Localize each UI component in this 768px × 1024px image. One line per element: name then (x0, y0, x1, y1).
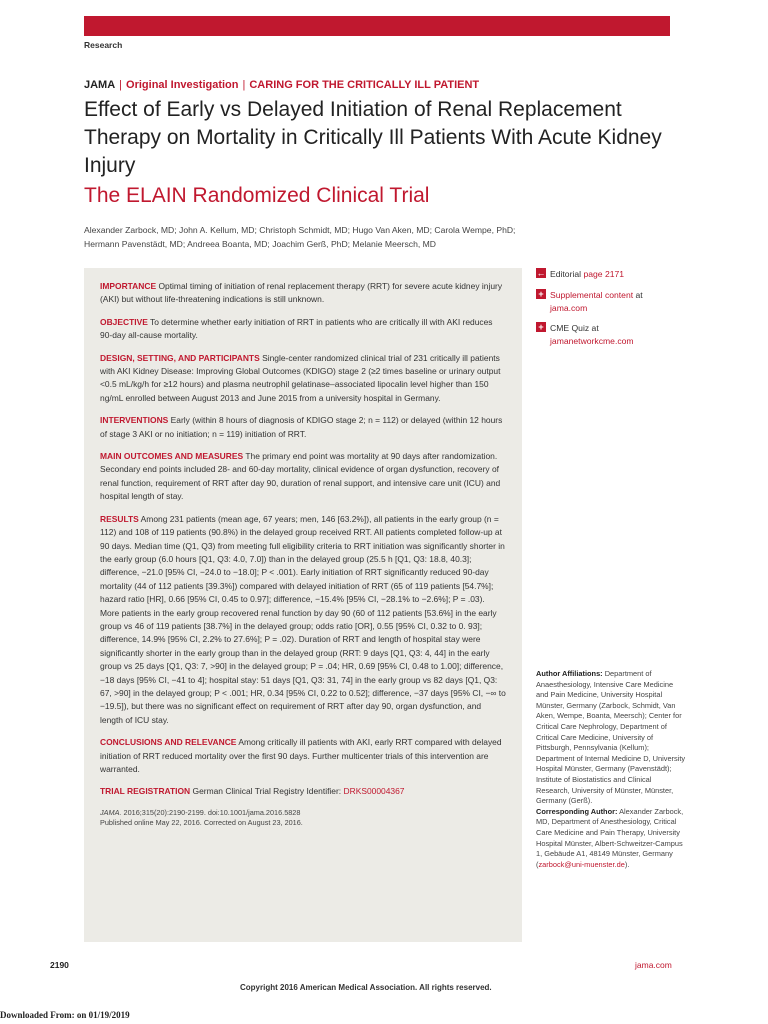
abstract-interventions (100, 414, 506, 441)
author-affiliations (536, 669, 686, 870)
article-title: Effect of Early vs Delayed Initiation of Renal Replacement Therapy on Mortality in Critically Ill Patients With Acute Kidney Injury (84, 98, 662, 177)
abstract-heading: IMPORTANCE (100, 281, 157, 291)
section-label: Research (84, 40, 123, 50)
citation-journal: JAMA. (100, 807, 122, 817)
abstract-heading: CONCLUSIONS AND RELEVANCE (100, 737, 237, 748)
abstract-registration (100, 785, 506, 798)
supplemental-label[interactable]: Supplemental content (550, 290, 634, 300)
abstract-text: Optimal timing of initiation of renal replacement therapy (RRT) for severe acute kidney injury (AKI) but without life-threatening indications is still unknown. (100, 281, 503, 305)
abstract-text: The primary end point was mortality at 90 days after randomization. Secondary end points included 28- and 60-day mortality, clinical evidence of organ dysfunction, recovery of renal function, requirement of RRT after day 90, duration of renal support, and intensive care unit (ICU) and hospital length of stay. (100, 451, 501, 502)
citation-ref: 2016;315(20):2190-2199. doi: (123, 807, 220, 817)
abstract-heading: MAIN OUTCOMES AND MEASURES (100, 451, 244, 462)
abstract-objective (100, 316, 506, 343)
cme-suffix: at (591, 323, 599, 333)
abstract-heading: OBJECTIVE (100, 316, 148, 327)
editorial-page-link[interactable]: page 2171 (583, 269, 625, 279)
page-number: 2190 (50, 960, 69, 970)
article-type[interactable]: Original Investigation (126, 79, 239, 91)
citation (100, 808, 506, 829)
cme-link-item[interactable] (536, 322, 676, 347)
article-kicker (84, 79, 479, 91)
author-list: Alexander Zarbock, MD; John A. Kellum, MD; Christoph Schmidt, MD; Hugo Van Aken, MD; Carola Wempe, PhD; Hermann Pavenstädt, MD; Andreea Boanta, MD; Joachim Gerß, PhD; Melanie Meersch, MD (84, 225, 516, 249)
corresponding-author-end: ). (624, 859, 630, 869)
supplemental-link-item[interactable] (536, 289, 676, 314)
abstract-text: Single-center randomized clinical trial of 231 critically ill patients with AKI Kidney Disease: Improving Global Outcomes (KDIGO) stage 2 (≥2 times baseline or urinary output <0.5 mL/kg/h for ≥12 hours) and plasma neutrophil gelatinase–associated lipocalin level higher than 150 ng/mL enrolled between August 2013 and June 2015 from a university hospital in Germany. (100, 352, 501, 403)
abstract-results (100, 513, 506, 728)
cme-site-link[interactable]: jamanetworkcme.com (550, 335, 634, 346)
cme-label: CME Quiz (550, 323, 590, 333)
site-link[interactable]: jama.com (635, 960, 672, 970)
journal-name: JAMA (84, 79, 116, 91)
abstract-text: German Clinical Trial Registry Identifier: (192, 786, 342, 797)
corresponding-author-heading: Corresponding Author: (536, 806, 618, 816)
abstract-conclusions (100, 736, 506, 776)
abstract-text: Early (within 8 hours of diagnosis of KDIGO stage 2; n = 112) or delayed (within 12 hours of stage 3 AKI or no initiation; n = 119) initiation of RRT. (100, 415, 503, 439)
abstract-box (84, 268, 522, 942)
abstract-heading: INTERVENTIONS (100, 415, 169, 426)
plus-icon: + (536, 289, 546, 299)
abstract-heading: TRIAL REGISTRATION (100, 786, 191, 797)
download-stamp: Downloaded From: on 01/19/2019 (0, 1010, 130, 1020)
abstract-text: To determine whether early initiation of RRT in patients who are critically ill with AKI reduces 90-day all-cause mortality. (100, 316, 493, 341)
affiliations-text: Department of Anaesthesiology, Intensive Care Medicine and Pain Medicine, University Hospital Münster, Germany (Zarbock, Schmidt, Van Aken, Wempe, Boanta, Meersch); Center for Critical Care Nephrology, Department of Critical Care Medicine, University of Pittsburgh, Pennsylvania (Kellum); Department of Internal Medicine D, University Hospital Münster, Germany (Pavenstädt); Institute of Biostatistics and Clinical Research, University of Münster, Münster, Germany (Gerß). (536, 669, 686, 806)
trial-registry-link[interactable]: DRKS00004367 (343, 786, 405, 797)
editorial-link-item[interactable] (536, 268, 676, 281)
supplemental-site-link[interactable]: jama.com (550, 302, 588, 313)
doi-link[interactable]: 10.1001/jama.2016.5828 (219, 807, 301, 817)
arrow-left-icon: ← (536, 268, 546, 278)
supplemental-suffix: at (635, 290, 643, 300)
kicker-separator: | (119, 79, 123, 91)
editorial-label: Editorial (550, 269, 582, 279)
publication-note: Published online May 22, 2016. Corrected on August 23, 2016. (100, 818, 303, 828)
kicker-separator: | (242, 79, 246, 91)
abstract-outcomes (100, 450, 506, 504)
abstract-text: Among critically ill patients with AKI, early RRT compared with delayed initiation of RRT reduced mortality over the first 90 days. Further multicenter trials of this intervention are warranted. (100, 737, 502, 774)
abstract-importance (100, 280, 506, 307)
header-color-bar (84, 16, 670, 36)
plus-icon: + (536, 322, 546, 332)
corresponding-author-text: Alexander Zarbock, MD, Department of Anesthesiology, Critical Care Medicine and Pain Therapy, University Hospital Münster, Albert-Schweitzer-Campus 1, Gebäude A1, 48149 Münster, Germany ( (536, 806, 684, 869)
abstract-design (100, 352, 506, 406)
abstract-text: Among 231 patients (mean age, 67 years; men, 146 [63.2%]), all patients in the early group (n = 112) and 108 of 119 patients (90.8%) in the delayed group received RRT. All patients completed follow-up at 90 days. Median time (Q1, Q3) from meeting full eligibility criteria to RRT initiation was significantly shorter in the early group (6.0 hours [Q1, Q3: 4.0, 7.0]) than in the delayed group (25.5 h [Q1, Q3: 18.8, 40.3]; difference, −21.0 [95% CI, −24.0 to −18.0]; P < .001). Early initiation of RRT significantly reduced 90-day mortality (44 of 112 patients [39.3%]) compared with delayed initiation of RRT (65 of 119 patients [54.7%]; hazard ratio [HR], 0.66 [95% CI, 0.45 to 0.97]; difference, −15.4% [95% CI, −28.1% to −2.6%]; P = .03). More patients in the early group recovered renal function by day 90 (60 of 112 patients [53.6%] in the early group vs 46 of 119 patients [38.7%] in the delayed group; odds ratio [OR], 0.55 [95% CI, 0.32 to 0. 93]; difference, 14.9% [95% CI, 2.2% to 27.6%]; P = .02). Duration of RRT and length of hospital stay were significantly shorter in the early group than in the delayed group (RRT: 9 days [Q1, Q3: 4, 44] in the early group vs 25 days [Q1, Q3: 7, >90] in the delayed group; P = .04; HR, 0.69 [95% CI, 0.48 to 1.00]; difference, −18 days [95% CI, −41 to 4]; hospital stay: 51 days [Q1, Q3: 31, 74] in the early group vs 82 days [Q1, Q3: 67, >90] in the delayed group; P < .001; HR, 0.34 [95% CI, 0.22 to 0.52]; difference, −37 days [95% CI, −∞ to −19.5]), but there was no significant effect on requirement of RRT after day 90, organ dysfunction, and length of ICU stay. (100, 513, 506, 725)
corresponding-email-link[interactable]: zarbock@uni-muenster.de (538, 859, 625, 869)
abstract-heading: DESIGN, SETTING, AND PARTICIPANTS (100, 352, 260, 363)
affiliations-heading: Author Affiliations: (536, 669, 603, 678)
abstract-heading: RESULTS (100, 513, 139, 524)
copyright-notice: Copyright 2016 American Medical Association. All rights reserved. (240, 983, 492, 992)
article-subtitle: The ELAIN Randomized Clinical Trial (84, 184, 430, 207)
article-series[interactable]: CARING FOR THE CRITICALLY ILL PATIENT (249, 79, 480, 91)
